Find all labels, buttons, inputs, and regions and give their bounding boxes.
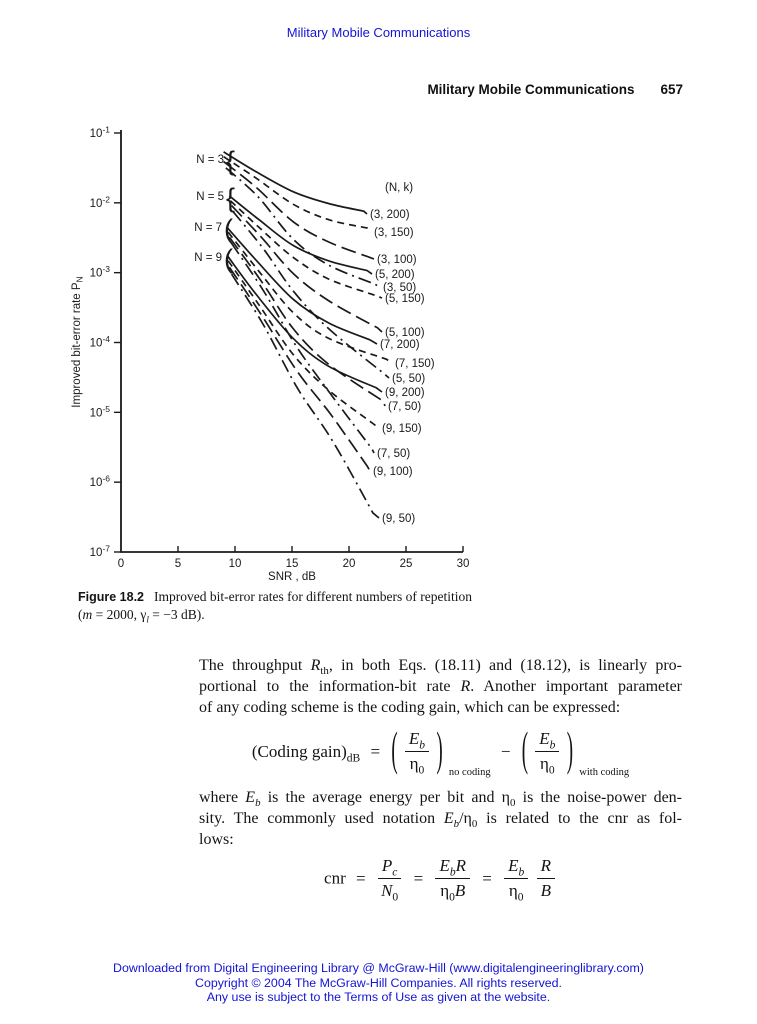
y-tick-label: $10^{-5}$: [89, 403, 110, 420]
fraction-ebr-eta0b: $\frac{E_bR}{\eta_0B}$: [435, 856, 470, 901]
page-number: 657: [660, 82, 683, 97]
fraction-pc-n0: $\frac{P_c}{N_0}$: [378, 856, 402, 901]
curve-label-9-50: (9, 50): [382, 513, 416, 525]
paragraph-line: sity. The commonly used notation $E_b/\eta_0$ is related to the cnr as fol-: [199, 810, 682, 831]
equals-sign: =: [482, 868, 492, 888]
eq1-no-coding-label: no coding: [448, 767, 491, 779]
equals-sign: =: [370, 741, 381, 761]
curve-label-7-50: (7, 50): [388, 401, 422, 413]
x-tick-label: 5: [174, 558, 182, 570]
fraction-eb-eta0: $\frac{E_b}{\eta_0}$: [504, 856, 528, 901]
curve-label-9-200: (9, 200): [385, 387, 425, 399]
left-paren: (: [521, 724, 529, 777]
equals-sign: =: [356, 868, 366, 888]
curve-label-3-50: (3, 50): [383, 282, 417, 294]
group-label: N = 7: [194, 222, 222, 234]
eq1-lhs: (Coding $gain)_{dB}$: [251, 741, 361, 764]
x-tick-label: 0: [117, 558, 125, 570]
y-tick-label: $10^{-2}$: [89, 194, 110, 210]
x-tick-label: 20: [342, 558, 356, 570]
footer-copyright: Copyright © 2004 The McGraw-Hill Companies. All rights reserved.: [195, 975, 562, 990]
ber-curve-9-50: [232, 274, 379, 518]
x-tick-label: 30: [456, 558, 470, 570]
group-brace: {: [226, 183, 236, 213]
paragraph-line: lows:: [199, 831, 234, 848]
running-header-title: Military Mobile Communications: [427, 82, 635, 97]
minus-sign: −: [500, 741, 511, 761]
left-paren: (: [391, 724, 398, 777]
fraction-eb-eta0: $\frac{E_b}{\eta_0}$: [405, 729, 429, 774]
paragraph-where-eb: [199, 787, 682, 850]
figure-caption-line1: Figure 18.2 Improved bit-error rates for different numbers of repetition: [78, 589, 473, 604]
x-axis-title: SNR , dB: [268, 571, 316, 583]
eq1-with-coding-label: with coding: [579, 767, 630, 779]
breadcrumb-link[interactable]: Military Mobile Communications: [286, 25, 471, 40]
right-paren: ): [436, 724, 443, 777]
fraction-eb-eta0: $\frac{E_b}{\eta_0}$: [535, 729, 559, 774]
group-label: N = 5: [196, 191, 224, 203]
y-tick-label: $10^{-3}$: [89, 264, 110, 280]
footer-download-link[interactable]: Downloaded from Digital Engineering Library @ McGraw-Hill (www.digitalengineeringlibrary.com): [113, 961, 644, 975]
curve-label-5-150: (5, 150): [385, 293, 425, 305]
eq1-term-no-coding: [390, 724, 495, 779]
y-tick-label: $10^{-4}$: [89, 333, 110, 350]
paragraph-line: where $E_b$ is the average energy per bit and $\eta_0$ is the noise-power den-: [199, 789, 682, 810]
curve-label-3-200: (3, 200): [370, 209, 410, 221]
curve-label-7-200: (7, 200): [380, 339, 420, 351]
fraction-r-b: $\frac{R}{B}$: [537, 856, 555, 901]
x-tick-label: 10: [228, 558, 242, 570]
group-brace: (: [224, 214, 233, 244]
y-tick-label: $10^{-6}$: [89, 473, 110, 490]
cnr-equation: [199, 856, 682, 904]
paragraph-throughput: [199, 655, 682, 718]
curve-label-7-50: (7, 50): [377, 448, 411, 460]
legend-note: (N, k): [385, 182, 414, 194]
group-label: N = 9: [194, 252, 222, 264]
group-brace: {: [226, 146, 236, 176]
paragraph-line: of any coding scheme is the coding gain, which can be expressed:: [199, 699, 621, 716]
figure-caption-line2: (m = 2000, $\gamma_l = -3$ dB).: [78, 607, 205, 625]
paragraph-line: The throughput $R_{th}$, in both Eqs. (18.11) and (18.12), is linearly pro-: [199, 657, 682, 678]
curve-label-5-100: (5, 100): [385, 327, 425, 339]
eq2-lhs: cnr: [324, 868, 346, 888]
coding-gain-equation: [199, 724, 682, 779]
footer: [0, 961, 757, 1005]
curve-label-7-150: (7, 150): [395, 358, 435, 370]
eq1-term-with-coding: [521, 724, 630, 779]
ber-curve-9-150: [228, 261, 379, 428]
y-tick-label: $10^{-7}$: [89, 543, 110, 559]
y-axis-title: Improved bit-error rate $P_N$: [71, 276, 85, 408]
curve-label-9-150: (9, 150): [382, 423, 422, 435]
y-tick-label: $10^{-1}$: [89, 124, 110, 140]
right-paren: ): [566, 724, 574, 777]
equals-sign: =: [413, 868, 424, 888]
x-tick-label: 15: [285, 558, 299, 570]
curve-label-5-50: (5, 50): [392, 373, 426, 385]
group-label: N = 3: [196, 154, 224, 166]
x-tick-label: 25: [399, 558, 413, 570]
curve-label-3-150: (3, 150): [374, 227, 414, 239]
curve-label-5-200: (5, 200): [375, 269, 415, 281]
footer-terms: Any use is subject to the Terms of Use as given at the website.: [206, 990, 551, 1004]
figure-caption: [78, 588, 508, 623]
ber-curve-7-150: [228, 232, 392, 363]
ber-curve-9-200: [227, 255, 382, 392]
paragraph-line: portional to the information-bit rate R. Another important parameter: [199, 678, 682, 695]
group-brace: (: [224, 244, 233, 274]
curve-label-9-100: (9, 100): [373, 466, 413, 478]
curve-label-3-100: (3, 100): [377, 254, 417, 266]
